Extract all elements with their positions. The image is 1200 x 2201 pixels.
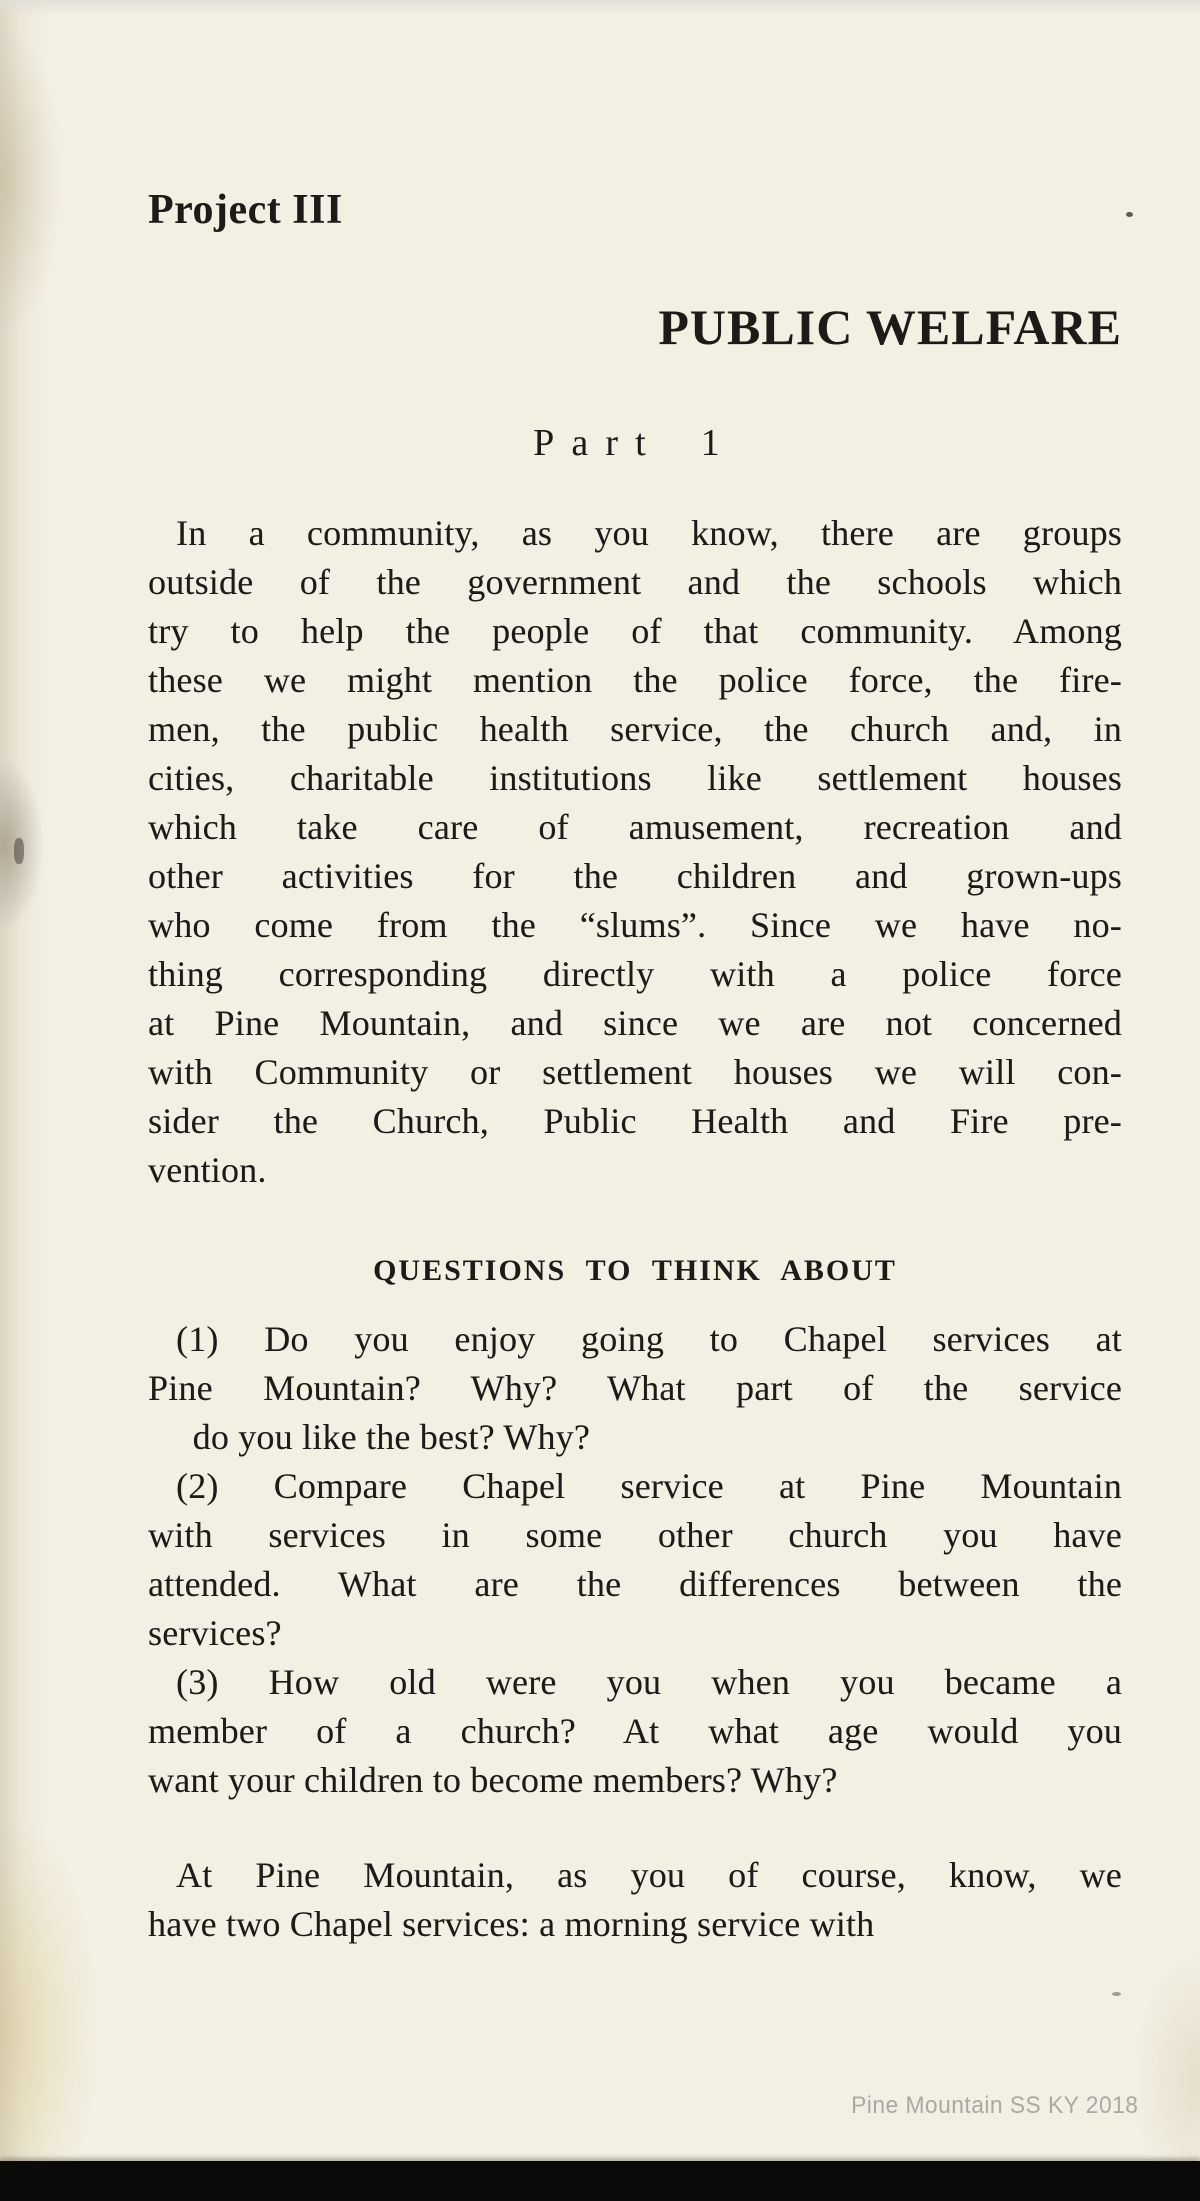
page-title: PUBLIC WELFARE (658, 299, 1122, 355)
closing-paragraph (148, 1851, 1122, 1949)
text-line: sider the Church, Public Health and Fire pre- (148, 1101, 1122, 1141)
text-line: who come from the “slums”. Since we have no- (148, 905, 1122, 945)
text-line: At Pine Mountain, as you of course, know, we (176, 1855, 1122, 1895)
watermark: Pine Mountain SS KY 2018 (850, 2092, 1138, 2119)
text-line: (1) Do you enjoy going to Chapel services at (176, 1319, 1122, 1359)
page-edge-bottom (0, 2161, 1200, 2201)
text-line: Pine Mountain? Why? What part of the service (148, 1368, 1122, 1408)
text-line: (3) How old were you when you became a (176, 1662, 1122, 1702)
text-line: try to help the people of that community. Among (148, 611, 1122, 651)
ink-speck (1112, 1992, 1121, 1996)
question-3 (148, 1658, 1122, 1805)
paper-stain-mark (14, 838, 24, 864)
ink-speck (1126, 212, 1133, 217)
text-line: which take care of amusement, recreation and (148, 807, 1122, 847)
text-line: do you like the best? Why? (192, 1417, 591, 1457)
text-line: with Community or settlement houses we will con- (148, 1052, 1122, 1092)
text-line: men, the public health service, the church and, in (148, 709, 1122, 749)
text-line: with services in some other church you have (148, 1515, 1122, 1555)
text-line: want your children to become members? Why? (148, 1760, 838, 1800)
part-label: Part 1 (533, 422, 737, 464)
text-line: thing corresponding directly with a police force (148, 954, 1122, 994)
question-2 (148, 1462, 1122, 1658)
project-label: Project III (148, 187, 343, 233)
page-content (148, 0, 1122, 1949)
text-line: attended. What are the differences between the (148, 1564, 1122, 1604)
text-line: services? (148, 1613, 282, 1653)
text-line: vention. (148, 1150, 267, 1190)
text-line: these we might mention the police force, the fire- (148, 660, 1122, 700)
text-line: cities, charitable institutions like settlement houses (148, 758, 1122, 798)
text-line: (2) Compare Chapel service at Pine Mountain (176, 1466, 1122, 1506)
questions-heading: QUESTIONS TO THINK ABOUT (373, 1254, 897, 1287)
text-line: member of a church? At what age would you (148, 1711, 1122, 1751)
text-line: outside of the government and the schools which (148, 562, 1122, 602)
text-line: at Pine Mountain, and since we are not concerned (148, 1003, 1122, 1043)
text-line: other activities for the children and grown-ups (148, 856, 1122, 896)
text-line: In a community, as you know, there are groups (176, 513, 1122, 553)
intro-paragraph (148, 509, 1122, 1195)
question-1 (148, 1315, 1122, 1462)
text-line: have two Chapel services: a morning service with (148, 1904, 875, 1944)
